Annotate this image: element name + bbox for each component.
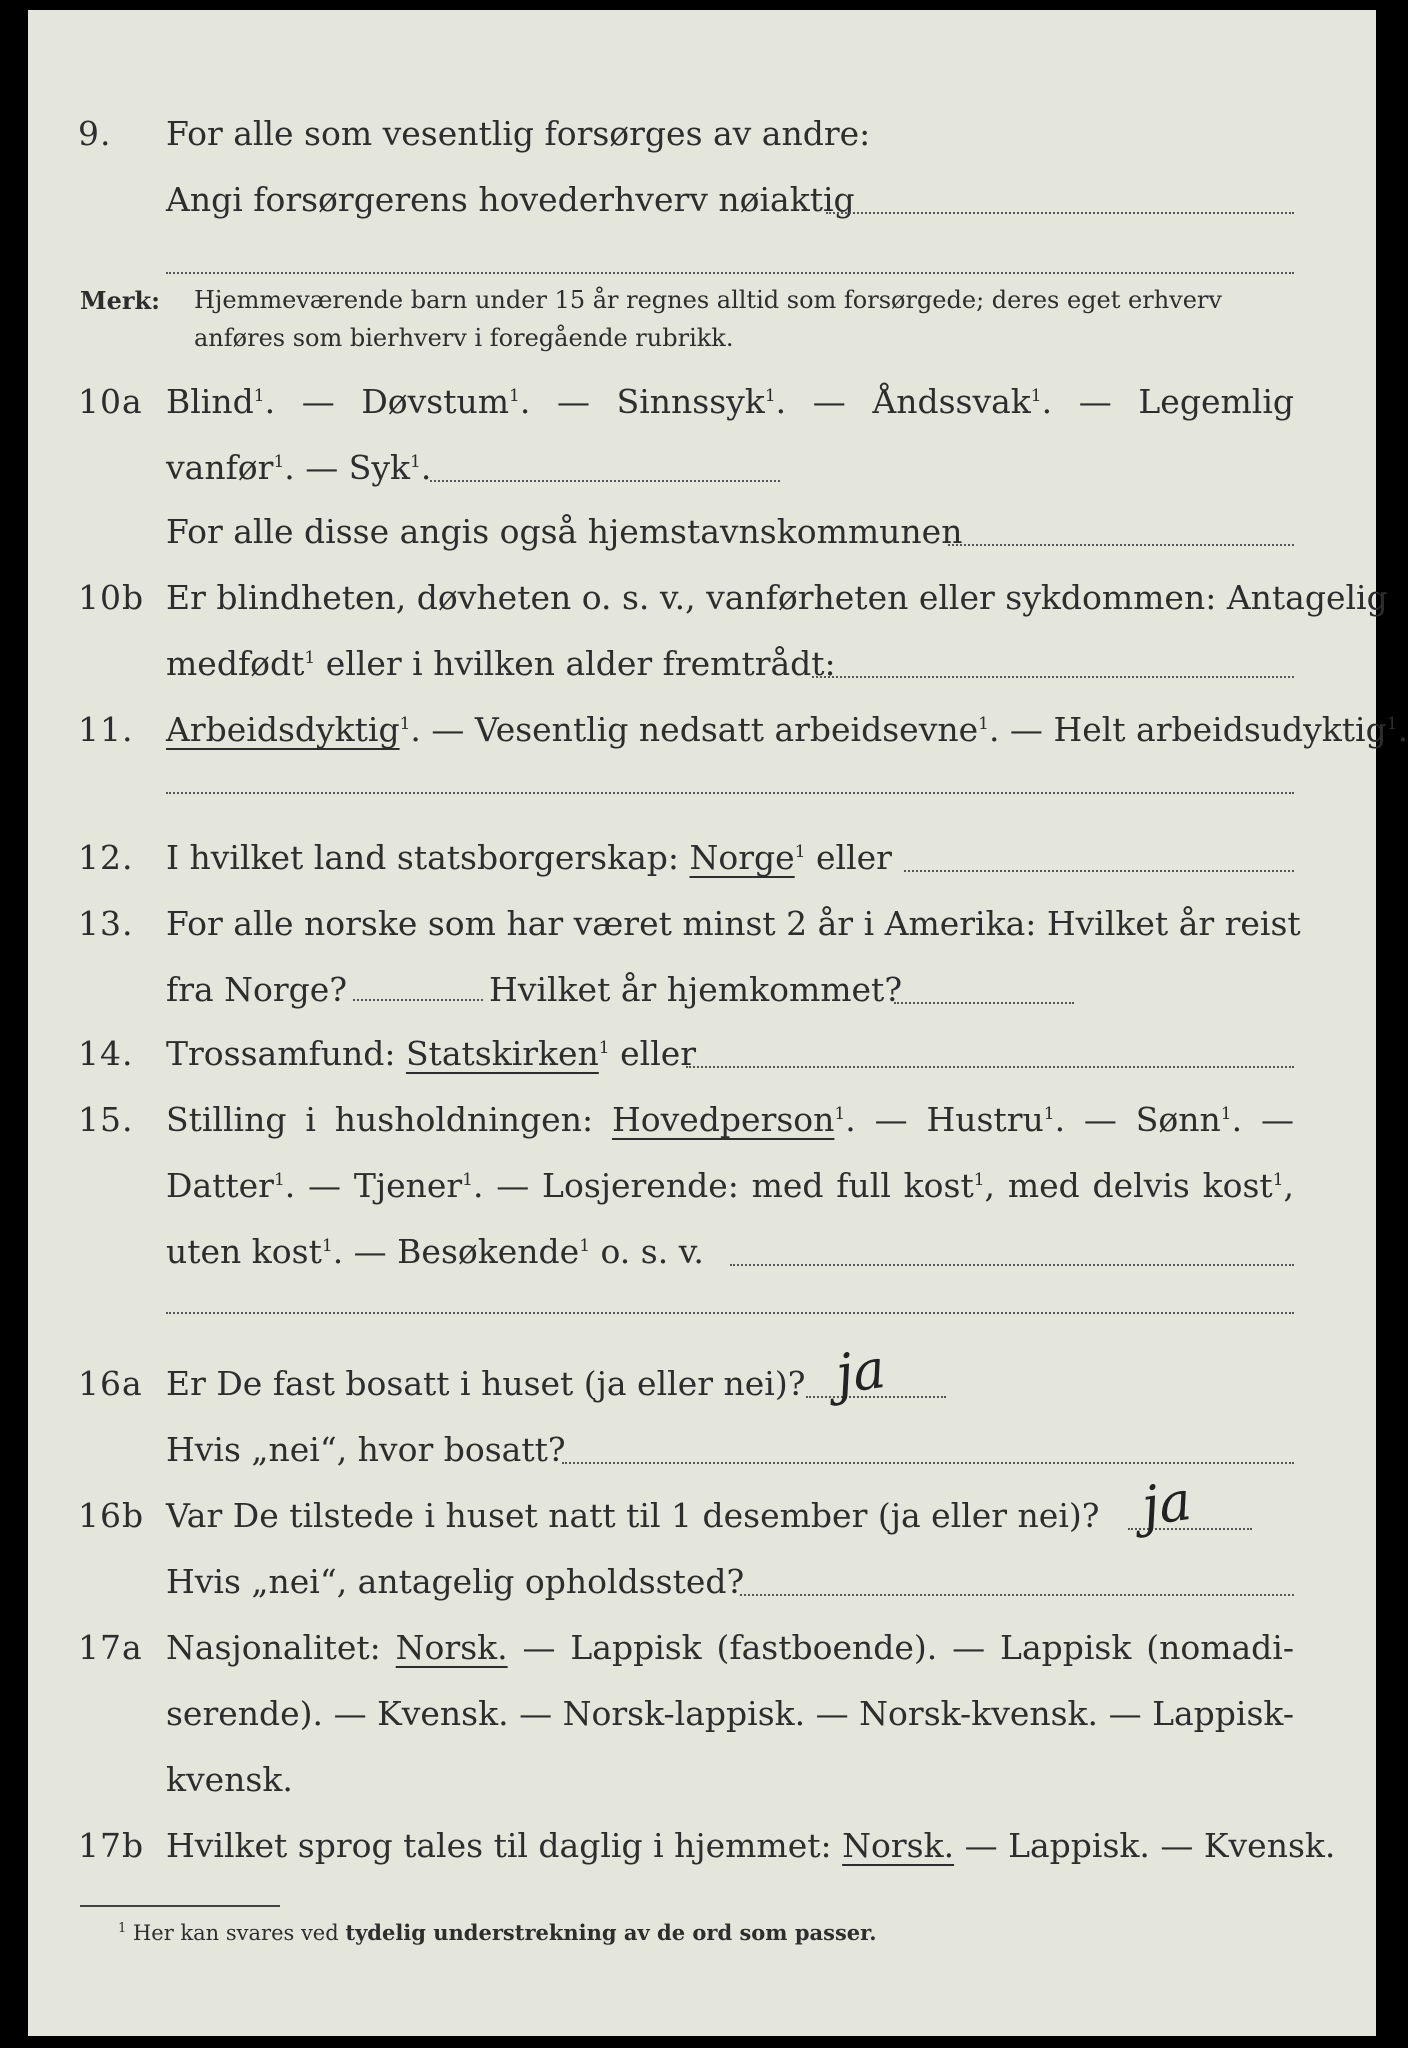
question-15-line3 xyxy=(28,1228,1376,1288)
question-10a-line2 xyxy=(28,444,1376,504)
question-text: Er blindheten, døvheten o. s. v., vanførheten eller sykdommen: Antagelig xyxy=(166,578,1388,617)
answer-line[interactable] xyxy=(740,1594,1294,1596)
question-11 xyxy=(28,706,1408,766)
answer-line[interactable] xyxy=(948,544,1294,546)
question-text: For alle disse angis også hjemstavnskommunen xyxy=(166,512,963,551)
handwritten-answer: ja xyxy=(831,1336,890,1407)
question-number: 15. xyxy=(78,1100,134,1139)
question-10b-line2 xyxy=(28,640,1376,700)
question-15-line2 xyxy=(28,1162,1376,1222)
question-number: 13. xyxy=(78,904,134,943)
answer-line[interactable] xyxy=(166,1312,1294,1314)
question-10a xyxy=(28,378,1376,438)
footnote-rule xyxy=(80,1905,280,1907)
question-10a-line3 xyxy=(28,508,1376,568)
question-14 xyxy=(28,1030,1376,1090)
question-text: Datter$^1$. — Tjener$^1$. — Losjerende: med full kost$^1$, med delvis kost$^1$, xyxy=(166,1166,1295,1205)
question-17a-line2 xyxy=(28,1690,1376,1750)
question-number: 11. xyxy=(78,710,134,749)
question-number: 14. xyxy=(78,1034,134,1073)
question-text: Stilling i husholdningen: Hovedperson$^1$. — Hustru$^1$. — Sønn$^1$. — xyxy=(166,1100,1294,1139)
question-10b xyxy=(28,574,1388,634)
answer-line[interactable] xyxy=(562,1462,1294,1464)
question-text: Var De tilstede i huset natt til 1 desember (ja eller nei)? xyxy=(166,1496,1100,1535)
question-text: Hvis „nei“, antagelig opholdssted? xyxy=(166,1562,745,1601)
answer-line[interactable] xyxy=(812,676,1294,678)
question-12 xyxy=(28,834,1376,894)
note-label: Merk: xyxy=(80,286,160,315)
question-text: serende). — Kvensk. — Norsk-lappisk. — Norsk-kvensk. — Lappisk- xyxy=(166,1694,1294,1733)
answer-line[interactable] xyxy=(730,1264,1294,1266)
question-text: Hvis „nei“, hvor bosatt? xyxy=(166,1430,566,1469)
question-number: 12. xyxy=(78,838,134,877)
question-text: For alle norske som har været minst 2 år i Amerika: Hvilket år reist xyxy=(166,904,1301,943)
question-text: I hvilket land statsborgerskap: Norge$^1$ eller xyxy=(166,838,892,877)
census-form-page xyxy=(28,10,1408,2036)
answer-line[interactable] xyxy=(166,272,1294,274)
handwritten-answer: ja xyxy=(1137,1468,1196,1539)
question-text: Blind$^1$. — Døvstum$^1$. — Sinnssyk$^1$. — Åndssvak$^1$. — Legemlig xyxy=(166,382,1294,421)
question-17a-line3 xyxy=(28,1756,1376,1816)
question-text: For alle som vesentlig forsørges av andre: xyxy=(166,114,871,153)
question-9-line2 xyxy=(28,176,1376,236)
answer-line[interactable] xyxy=(826,212,1294,214)
question-17b xyxy=(28,1822,1376,1882)
answer-line[interactable] xyxy=(904,870,1294,872)
question-text: Nasjonalitet: Norsk. — Lappisk (fastboende). — Lappisk (nomadi- xyxy=(166,1628,1295,1667)
question-text: Hvilket sprog tales til daglig i hjemmet: Norsk. — Lappisk. — Kvensk. xyxy=(166,1826,1336,1865)
question-16a xyxy=(28,1360,1376,1420)
question-text: medfødt$^1$ eller i hvilken alder fremtrådt: xyxy=(166,644,836,683)
question-13-line2 xyxy=(28,966,1376,1026)
question-text: uten kost$^1$. — Besøkende$^1$ o. s. v. xyxy=(166,1232,704,1271)
question-number: 17b xyxy=(78,1826,145,1865)
footnote: $^1$ Her kan svares ved tydelig understrekning av de ord som passer. xyxy=(118,1920,877,1945)
question-number: 10b xyxy=(78,578,145,617)
answer-line[interactable] xyxy=(686,1066,1294,1068)
question-text: Trossamfund: Statskirken$^1$ eller xyxy=(166,1034,697,1073)
answer-line[interactable] xyxy=(894,1002,1074,1004)
note-text: anføres som bierhverv i foregående rubrikk. xyxy=(194,324,734,352)
question-text: kvensk. xyxy=(166,1760,293,1799)
question-text: Angi forsørgerens hovederhverv nøiaktig xyxy=(166,180,855,219)
question-number: 16b xyxy=(78,1496,145,1535)
question-number: 10a xyxy=(78,382,143,421)
question-15 xyxy=(28,1096,1376,1156)
question-text: fra Norge? Hvilket år hjemkommet? xyxy=(166,970,903,1009)
question-9 xyxy=(28,110,1376,170)
question-17a xyxy=(28,1624,1376,1684)
question-16b-line2 xyxy=(28,1558,1376,1618)
note-text: Hjemmeværende barn under 15 år regnes alltid som forsørgede; deres eget erhverv xyxy=(194,286,1222,314)
question-text: Arbeidsdyktig$^1$. — Vesentlig nedsatt arbeidsevne$^1$. — Helt arbeidsudyktig$^1$. xyxy=(166,710,1408,749)
question-text: Er De fast bosatt i huset (ja eller nei)? xyxy=(166,1364,806,1403)
question-number: 9. xyxy=(78,114,112,153)
question-13 xyxy=(28,900,1376,960)
question-text: vanfør$^1$. — Syk$^1$. xyxy=(166,448,432,487)
answer-line[interactable] xyxy=(166,792,1294,794)
question-number: 16a xyxy=(78,1364,143,1403)
answer-line[interactable] xyxy=(430,480,780,482)
question-number: 17a xyxy=(78,1628,143,1667)
